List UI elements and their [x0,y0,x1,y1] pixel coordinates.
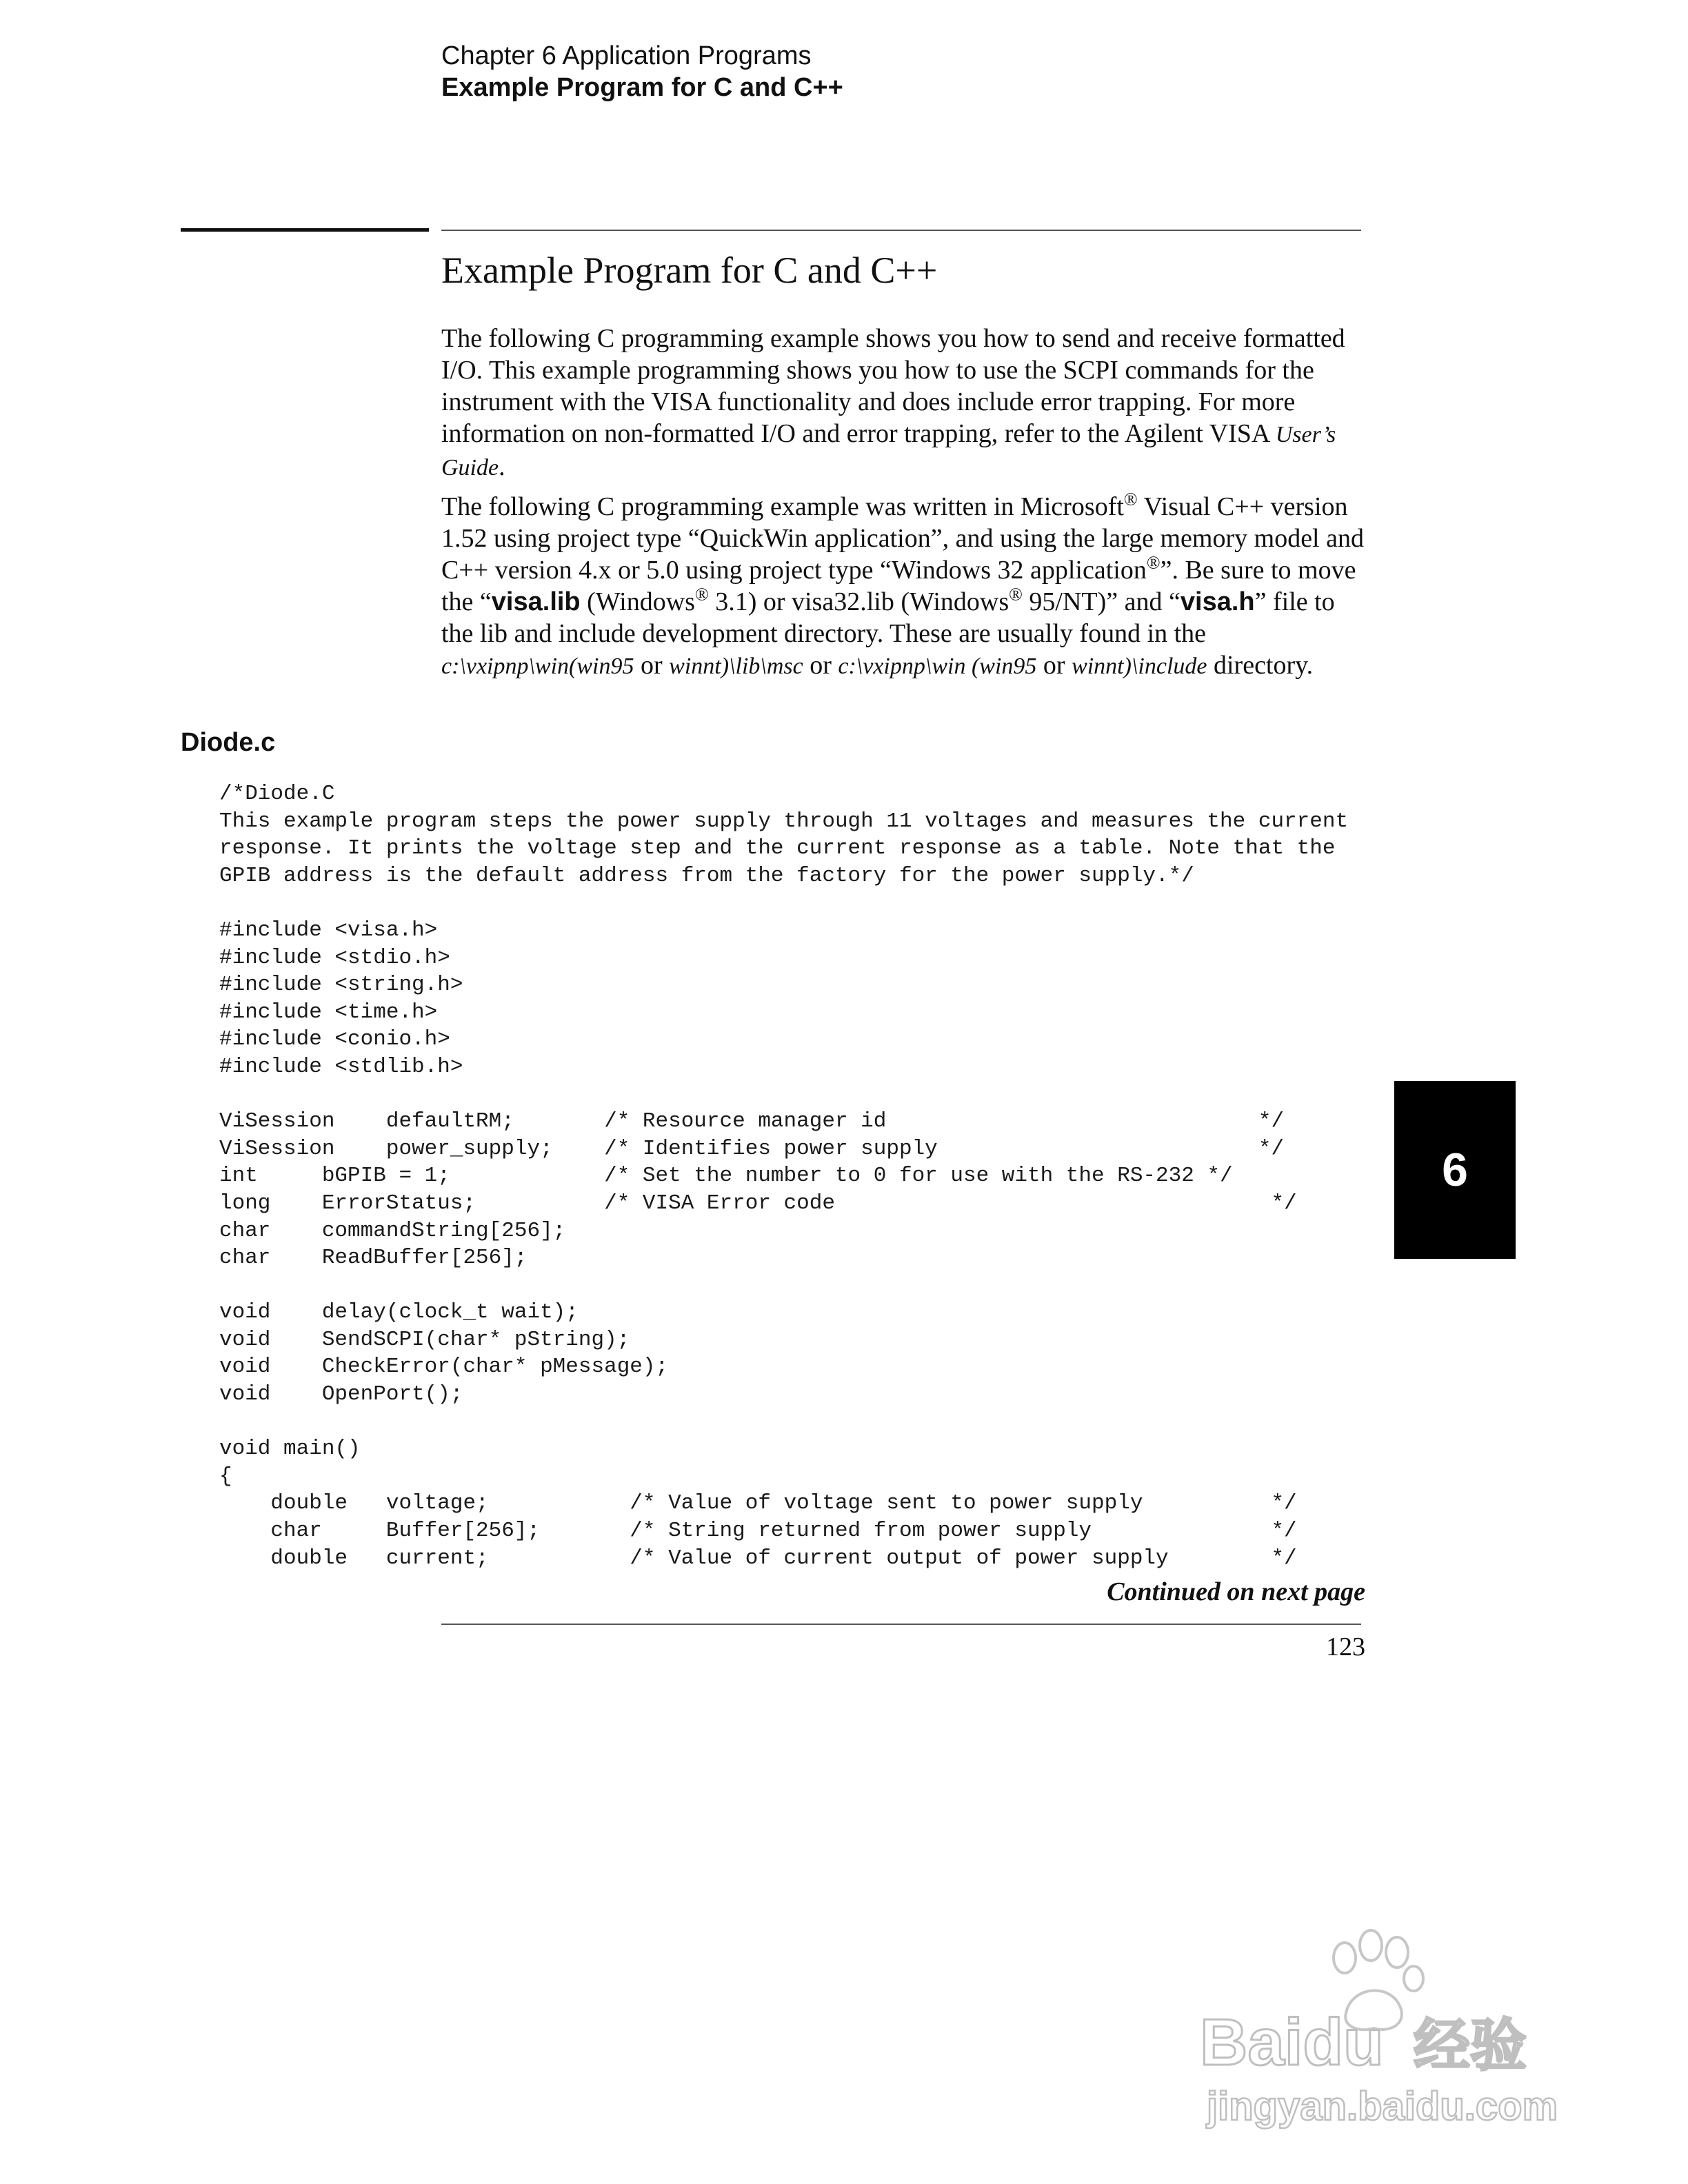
baidu-watermark [1186,1910,1572,2137]
listing-title: Diode.c [181,728,276,757]
requirements-paragraph: The following C programming example was written in Microsoft® Visual C++ version 1.52 using project type “QuickWin application”, and using the large memory model and C++ version 4.x or 5.0 using project type “Windows 32 application®”. Be sure to move the “visa.lib (Windows® 3.1) or visa32.lib (Windows® 95/NT)” and “visa.h” file to the lib and include development directory. These are usually found in the c:\vxipnp\win(win95 or winnt)\lib\msc or c:\vxipnp\win (win95 or winnt)\include directory. [441,489,1364,680]
users-guide-title: User’s Guide [441,422,1336,481]
section-title: Example Program for C and C++ [441,250,938,291]
running-header [441,40,843,103]
registered-mark: ® [1123,489,1138,509]
registered-mark: ® [1146,552,1160,573]
running-header-chapter: Chapter 6 Application Programs [441,41,812,70]
page-number: 123 [1326,1632,1365,1661]
visa-h-file: visa.h [1180,587,1255,616]
watermark-brand: Baidu [1200,2005,1384,2079]
lib-path: c:\vxipnp\win(win95 [441,654,634,679]
watermark-brand-cn: 经验 [1414,2013,1527,2079]
registered-mark: ® [1009,584,1023,605]
include-path: c:\vxipnp\win (win95 [838,654,1037,679]
running-header-section: Example Program for C and C++ [441,73,843,102]
include-path: winnt)\include [1072,654,1207,679]
continued-note: Continued on next page [1107,1577,1365,1606]
footer-rule [441,1624,1361,1625]
body-text [441,323,1365,689]
lib-path: winnt)\lib\msc [669,654,803,679]
intro-paragraph: The following C programming example shows you how to send and receive formatted I/O. This example programming shows you how to use the SCPI commands for the instrument with the VISA functionality and does include error trapping. For more information on non-formatted I/O and error trapping, refer to the Agilent VISA User’s Guide. [441,324,1345,481]
code-listing: /*Diode.C This example program steps the power supply through 11 voltages and measures the current response. It prints the voltage step and the current response as a table. Note that the GPIB address is the default address from the factory for the power supply.*/ #include <visa.h> #include <stdio.h> #include <string.h> #include <time.h> #include <conio.h> #include <stdlib.h> ViSession defaultRM; /* Resource manager id */ ViSession power_supply; /* Identifies power supply */ int bGPIB = 1; /* Set the number to 0 for use with the RS-232 */ long ErrorStatus; /* VISA Error code */ char commandString[256]; char ReadBuffer[256]; void delay(clock_t wait); void SendSCPI(char* pString); void CheckError(char* pMessage); void OpenPort(); void main() { double voltage; /* Value of voltage sent to power supply */ char Buffer[256]; /* String returned from power supply */ double current; /* Value of current output of power supply */ [219,782,1349,1570]
section-rule-right [441,230,1361,231]
registered-mark: ® [694,584,709,605]
section-rule-left [181,228,429,232]
visa-lib-file: visa.lib [491,587,581,616]
chapter-tab: 6 [1394,1081,1516,1259]
watermark-url: jingyan.baidu.com [1207,2084,1558,2129]
